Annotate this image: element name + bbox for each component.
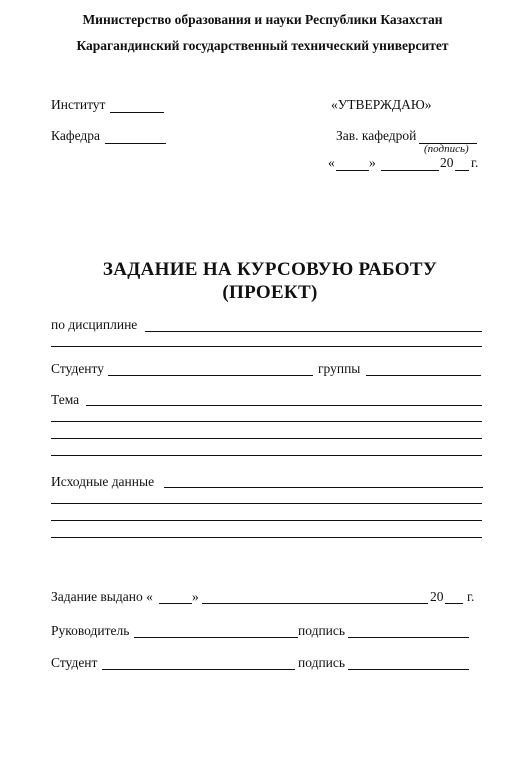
student-sign-name-field[interactable] xyxy=(102,669,295,670)
source-data-label: Исходные данные xyxy=(51,474,155,489)
approval-year-field[interactable] xyxy=(455,170,469,171)
student-signature-label: подпись xyxy=(298,655,346,670)
supervisor-label: Руководитель xyxy=(51,623,130,638)
department-label: Кафедра xyxy=(51,128,100,143)
group-label: группы xyxy=(318,361,361,376)
topic-field-line-4[interactable] xyxy=(51,455,482,456)
topic-field[interactable] xyxy=(86,405,482,406)
source-data-field-line-2[interactable] xyxy=(51,503,482,504)
institute-field[interactable] xyxy=(110,112,164,113)
issued-month-field[interactable] xyxy=(202,603,428,604)
issued-quote-close: » xyxy=(192,589,199,604)
discipline-field-line-2[interactable] xyxy=(51,346,482,347)
student-name-field[interactable] xyxy=(108,375,313,376)
approval-day-field[interactable] xyxy=(336,170,369,171)
topic-field-line-3[interactable] xyxy=(51,438,482,439)
issued-year-suffix: г. xyxy=(467,589,475,604)
head-of-department-label: Зав. кафедрой xyxy=(336,128,417,143)
issued-year-field[interactable] xyxy=(445,603,463,604)
student-signature-field[interactable] xyxy=(348,669,469,670)
document-title: ЗАДАНИЕ НА КУРСОВУЮ РАБОТУ xyxy=(102,259,438,280)
source-data-field[interactable] xyxy=(164,487,483,488)
topic-field-line-2[interactable] xyxy=(51,421,482,422)
discipline-field[interactable] xyxy=(145,331,482,332)
source-data-field-line-3[interactable] xyxy=(51,520,482,521)
department-field[interactable] xyxy=(105,143,166,144)
document-subtitle: (ПРОЕКТ) xyxy=(222,282,318,303)
approval-year-prefix: 20 xyxy=(440,155,454,170)
issued-day-field[interactable] xyxy=(159,603,192,604)
ministry-header: Министерство образования и науки Республики Казахстан xyxy=(82,12,443,27)
student-label: Студенту xyxy=(51,361,105,376)
supervisor-signature-label: подпись xyxy=(298,623,346,638)
student-sign-label: Студент xyxy=(51,655,98,670)
date-quote-close: » xyxy=(369,155,376,170)
approval-month-field[interactable] xyxy=(381,170,439,171)
signature-hint: (подпись) xyxy=(424,143,469,155)
supervisor-signature-field[interactable] xyxy=(348,637,469,638)
topic-label: Тема xyxy=(51,392,80,407)
university-header: Карагандинский государственный технический университет xyxy=(76,38,449,53)
issued-year-prefix: 20 xyxy=(430,589,444,604)
group-field[interactable] xyxy=(366,375,481,376)
issued-label: Задание выдано « xyxy=(51,589,153,604)
approval-year-suffix: г. xyxy=(471,155,479,170)
institute-label: Институт xyxy=(51,97,106,112)
supervisor-name-field[interactable] xyxy=(134,637,298,638)
approve-label: «УТВЕРЖДАЮ» xyxy=(331,97,432,112)
date-quote-open: « xyxy=(328,155,335,170)
source-data-field-line-4[interactable] xyxy=(51,537,482,538)
discipline-label: по дисциплине xyxy=(51,317,138,332)
